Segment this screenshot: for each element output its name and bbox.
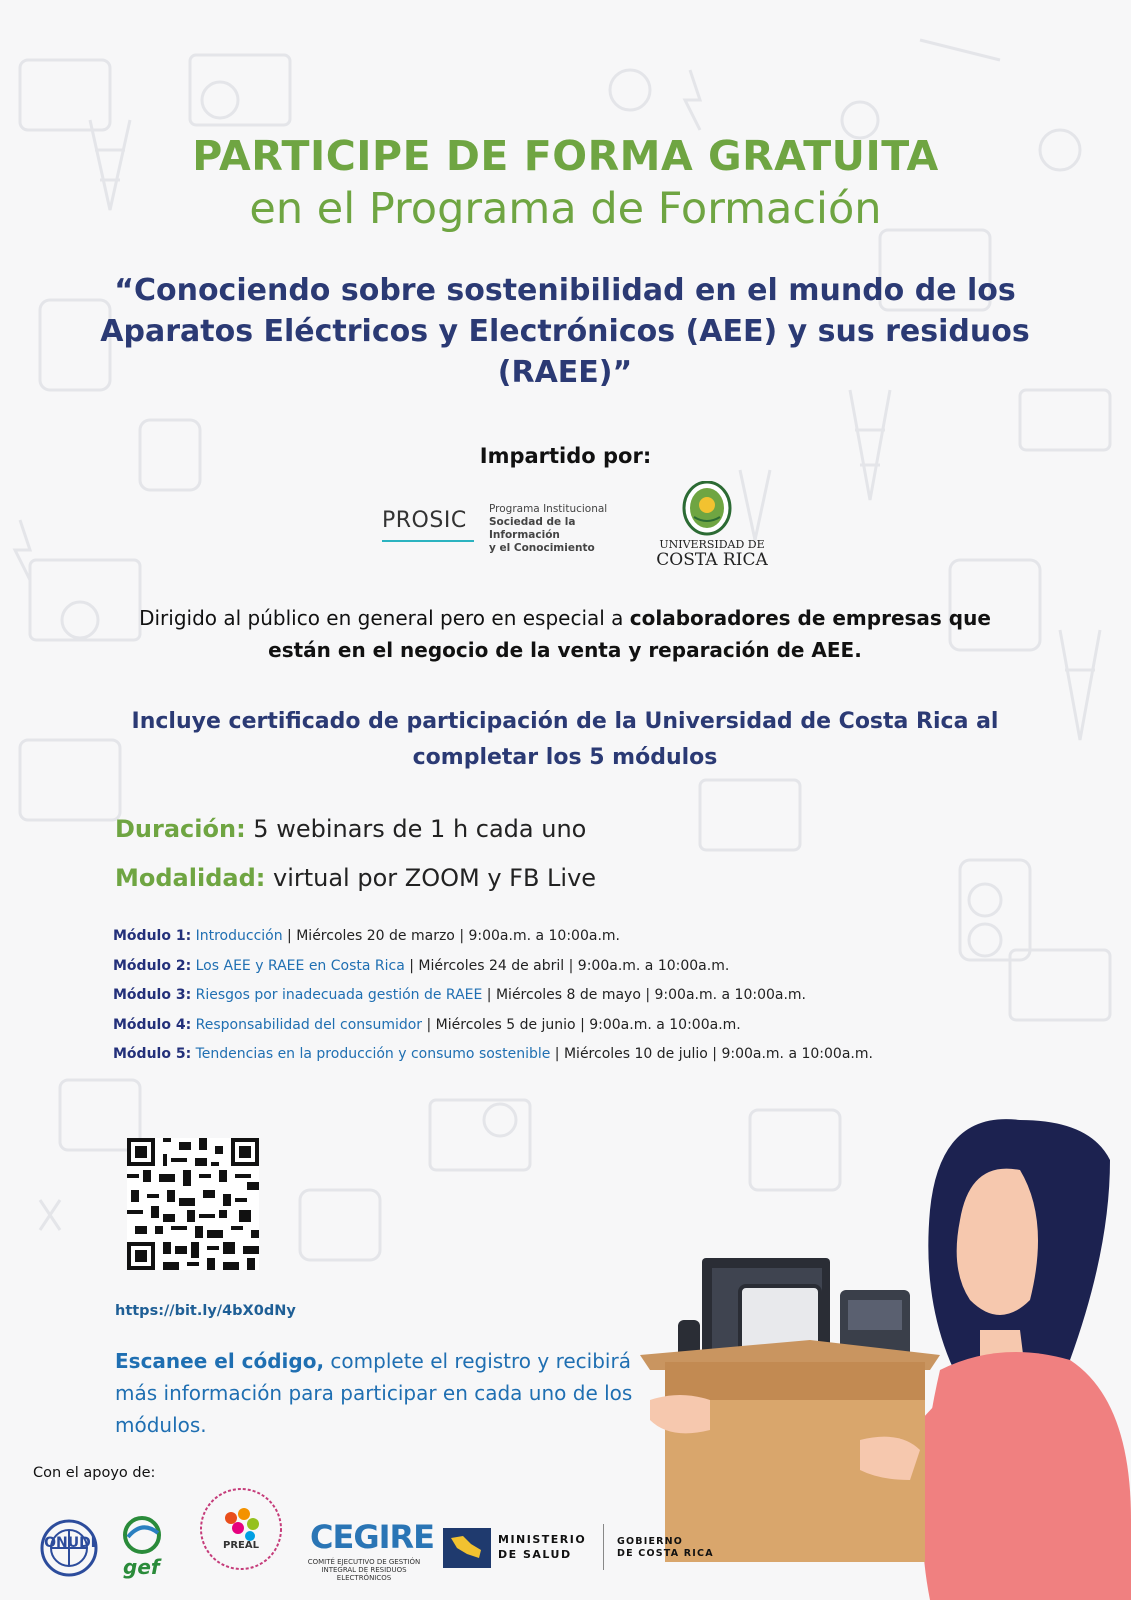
program-title-part3: )” xyxy=(598,355,633,390)
ministerio-line1: MINISTERIO xyxy=(498,1533,587,1546)
module-item xyxy=(113,928,873,958)
ministerio-salud-logo-icon xyxy=(443,1528,491,1568)
duration-label: Duración: xyxy=(115,815,246,843)
prosic-description xyxy=(489,503,629,555)
registration-instructions xyxy=(115,1345,635,1441)
cegire-logo-subtitle: COMITÉ EJECUTIVO DE GESTIÓN INTEGRAL DE RESIDUOS ELECTRÓNICOS xyxy=(307,1558,421,1582)
module-name: Tendencias en la producción y consumo sostenible xyxy=(191,1046,551,1062)
module-schedule: | Miércoles 10 de julio | 9:00a.m. a 10:00a.m. xyxy=(550,1046,873,1062)
audience-text: Dirigido al público en general pero en especial a xyxy=(139,606,630,630)
ucr-name-line1: UNIVERSIDAD DE xyxy=(659,538,765,551)
woman-with-electronics-box-illustration xyxy=(640,1100,1131,1600)
ucr-name-line2: COSTA RICA xyxy=(656,550,768,570)
certificate-note: Incluye certificado de participación de la Universidad de Costa Rica al completar los 5 módulos xyxy=(131,709,999,770)
program-title-aee: AEE xyxy=(699,314,764,349)
program-title-part2: ) y sus residuos ( xyxy=(497,314,1030,390)
module-label: Módulo 4: xyxy=(113,1016,192,1033)
module-label: Módulo 1: xyxy=(113,928,192,944)
gobierno-line2: DE COSTA RICA xyxy=(617,1548,714,1559)
module-label: Módulo 5: xyxy=(113,1046,192,1062)
instructions-rest: complete el registro y recibirá más información para participar en cada uno de los módulos. xyxy=(115,1349,633,1437)
prosic-logo-text: PROSIC xyxy=(382,508,467,533)
onudi-logo-text: ONUDI xyxy=(44,1535,96,1551)
modality-value: virtual por ZOOM y FB Live xyxy=(265,864,597,892)
audience-text-bold: colaboradores de empresas que están en el negocio de la venta y reparación de AEE. xyxy=(268,606,991,662)
module-schedule: | Miércoles 5 de junio | 9:00a.m. a 10:00a.m. xyxy=(422,1016,741,1033)
duration-value: 5 webinars de 1 h cada uno xyxy=(245,815,587,843)
headline-free-participation: PARTICIPE DE FORMA GRATUITA xyxy=(192,132,939,180)
program-title xyxy=(90,270,1040,393)
module-name: Responsabilidad del consumidor xyxy=(191,1016,423,1033)
ministerio-salud-text xyxy=(498,1532,586,1562)
preal-logo-text: PREAL xyxy=(223,1540,259,1551)
preal-logo-icon xyxy=(198,1484,284,1574)
module-schedule: | Miércoles 24 de abril | 9:00a.m. a 10:00a.m. xyxy=(404,957,730,974)
sponsors-label: Con el apoyo de: xyxy=(33,1465,156,1481)
duration-line xyxy=(115,815,586,843)
program-title-part1: “Conociendo sobre sostenibilidad en el mundo de los Aparatos Eléctricos y Electrónicos ( xyxy=(100,273,1016,349)
module-name: Introducción xyxy=(191,928,283,944)
modality-line xyxy=(115,864,596,892)
instructors-label: Impartido por: xyxy=(479,444,652,468)
module-item xyxy=(113,1046,873,1076)
ministerio-line2: DE SALUD xyxy=(498,1548,572,1561)
module-name: Riesgos por inadecuada gestión de RAEE xyxy=(191,987,483,1003)
cegire-logo-text: CEGIRE xyxy=(310,1518,435,1556)
module-schedule: | Miércoles 20 de marzo | 9:00a.m. a 10:00a.m. xyxy=(282,928,620,944)
module-name: Los AEE y RAEE en Costa Rica xyxy=(191,957,405,974)
prosic-logo-underline xyxy=(382,540,474,542)
gobierno-line1: GOBIERNO xyxy=(617,1536,684,1547)
module-label: Módulo 2: xyxy=(113,957,192,974)
module-schedule-list xyxy=(113,928,873,1076)
module-schedule: | Miércoles 8 de mayo | 9:00a.m. a 10:00a.m. xyxy=(482,987,807,1003)
prosic-desc-line2: Sociedad de la Información xyxy=(489,516,576,541)
logo-divider xyxy=(603,1524,604,1570)
module-item xyxy=(113,1017,873,1047)
ucr-seal-icon xyxy=(682,481,732,537)
gobierno-costa-rica-text xyxy=(617,1536,714,1560)
module-label: Módulo 3: xyxy=(113,987,192,1003)
headline-training-program: en el Programa de Formación xyxy=(249,184,882,234)
program-title-raee: RAEE xyxy=(511,355,599,390)
modality-label: Modalidad: xyxy=(115,864,266,892)
registration-link[interactable]: https://bit.ly/4bX0dNy xyxy=(115,1303,296,1319)
gef-logo-text: gef xyxy=(123,1555,160,1579)
gef-logo-icon xyxy=(120,1515,164,1555)
registration-qr-code[interactable] xyxy=(127,1138,259,1270)
prosic-desc-line1: Programa Institucional xyxy=(489,503,608,515)
prosic-desc-line3: y el Conocimiento xyxy=(489,542,595,554)
module-item xyxy=(113,958,873,988)
instructions-bold: Escanee el código, xyxy=(115,1349,325,1373)
audience-description xyxy=(120,602,1010,666)
module-item xyxy=(113,987,873,1017)
